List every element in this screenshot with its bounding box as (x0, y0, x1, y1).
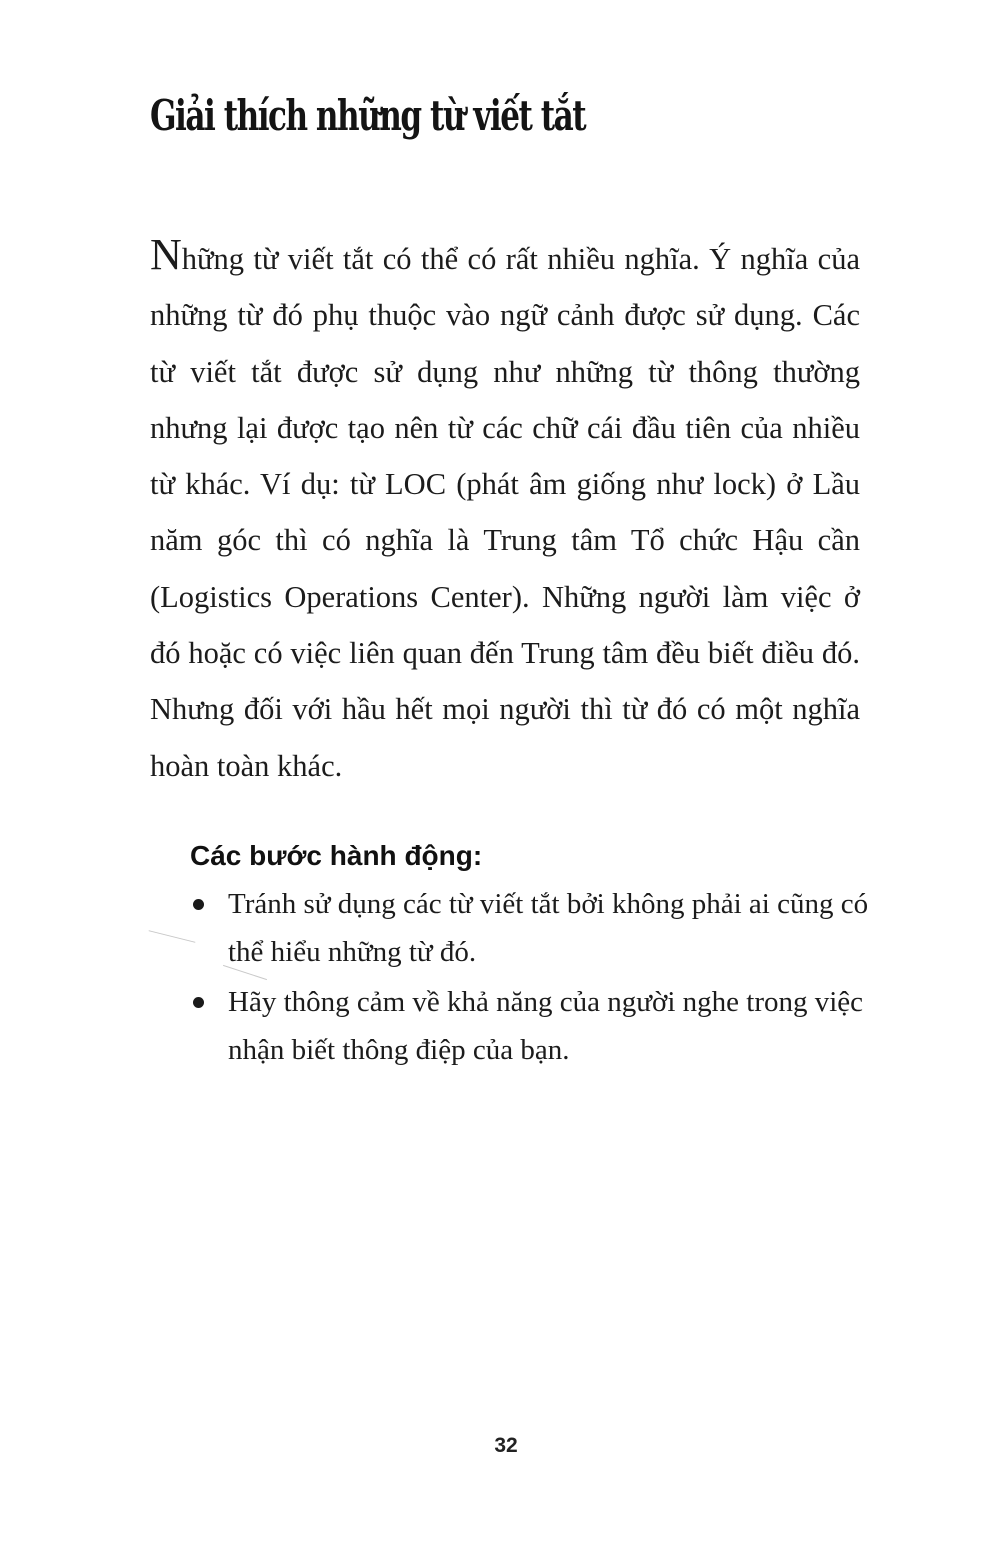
bullet-icon (193, 997, 204, 1008)
action-steps-heading: Các bước hành động: (190, 840, 483, 871)
body-paragraph: Những từ viết tắt có thể có rất nhiều nghĩa. Ý nghĩa của những từ đó phụ thuộc vào ngữ cảnh được sử dụng. Các từ viết tắt được sử dụng như những từ thông thường nhưng lại được tạo nên từ các chữ cái đầu tiên của nhiều từ khác. Ví dụ: từ LOC (phát âm giống như lock) ở Lầu năm góc thì có nghĩa là Trung tâm Tổ chức Hậu cần (Logistics Operations Center). Những người làm việc ở đó hoặc có việc liên quan đến Trung tâm đều biết điều đó. Nhưng đối với hầu hết mọi người thì từ đó có một nghĩa hoàn toàn khác. (150, 230, 860, 783)
page-number: 32 (494, 1434, 518, 1457)
scan-artifact (149, 930, 196, 943)
action-step-text: Hãy thông cảm về khả năng của người nghe trong việc nhận biết thông điệp của bạn. (228, 986, 864, 1066)
action-steps-list (190, 880, 870, 1076)
action-step-text: Tránh sử dụng các từ viết tắt bởi không phải ai cũng có thể hiểu những từ đó. (228, 888, 869, 968)
page-title: Giải thích những từ viết tắt (150, 91, 586, 140)
action-step (190, 978, 870, 1074)
bullet-icon (193, 899, 204, 910)
action-step (190, 880, 870, 976)
